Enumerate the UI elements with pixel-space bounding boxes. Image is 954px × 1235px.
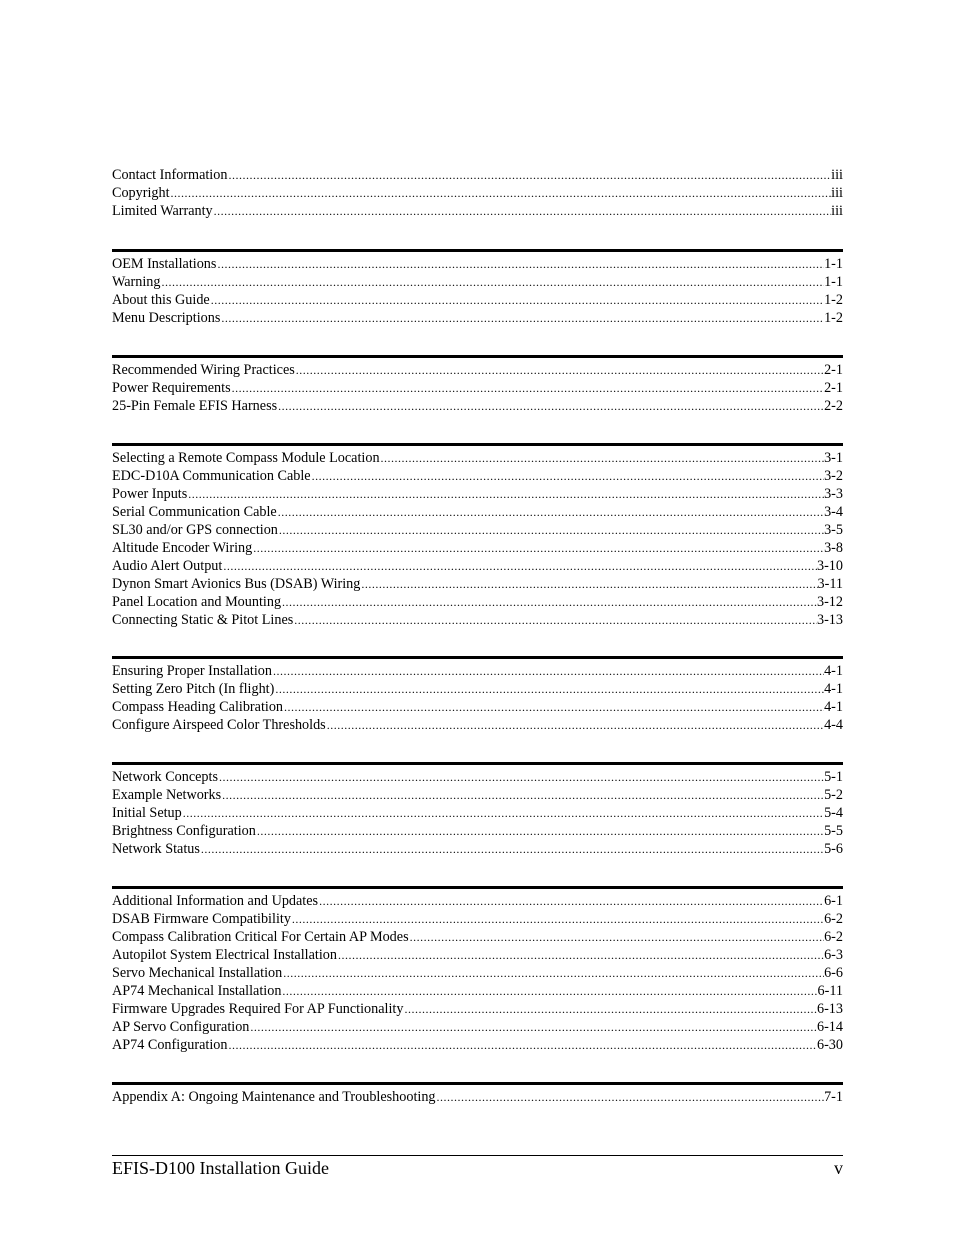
toc-entry[interactable] <box>112 716 843 734</box>
toc-entry[interactable] <box>112 786 843 804</box>
toc-entry[interactable] <box>112 946 843 964</box>
toc-entry-title[interactable]: Example Networks <box>112 787 222 803</box>
toc-entry-title[interactable]: Panel Location and Mounting <box>112 594 282 610</box>
dot-leader <box>210 291 824 309</box>
toc-entry-page[interactable]: 3-10 <box>816 558 843 574</box>
toc-entry-page[interactable]: 5-5 <box>824 823 843 839</box>
toc-entry-title[interactable]: Autopilot System Electrical Installation <box>112 947 337 963</box>
toc-entry[interactable] <box>112 485 843 503</box>
toc-group <box>112 355 843 415</box>
toc-entry-title[interactable]: Audio Alert Output <box>112 558 223 574</box>
toc-entry[interactable] <box>112 964 843 982</box>
toc-entry[interactable] <box>112 449 843 467</box>
toc-entry[interactable] <box>112 379 843 397</box>
section-rule <box>112 656 843 659</box>
footer-page-number: v <box>834 1158 843 1178</box>
toc-entry[interactable] <box>112 1018 843 1036</box>
toc-entry-page[interactable]: 4-1 <box>824 681 843 697</box>
dot-leader <box>360 575 817 593</box>
toc-entry-title[interactable]: Power Requirements <box>112 380 231 396</box>
toc-entry-title[interactable]: Compass Heading Calibration <box>112 699 284 715</box>
toc-entry[interactable] <box>112 309 843 327</box>
toc-entry-page[interactable]: 6-14 <box>816 1019 843 1035</box>
dot-leader <box>274 680 824 698</box>
dot-leader <box>277 397 824 415</box>
toc-entry[interactable] <box>112 255 843 273</box>
toc-entry[interactable] <box>112 361 843 379</box>
toc-entry-page[interactable]: 6-30 <box>816 1037 843 1053</box>
toc-entry-title[interactable]: Servo Mechanical Installation <box>112 965 283 981</box>
dot-leader <box>200 840 824 858</box>
dot-leader <box>281 593 817 611</box>
toc-entry-title[interactable]: Network Status <box>112 841 200 857</box>
toc-entry-title[interactable]: AP74 Mechanical Installation <box>112 983 282 999</box>
toc-entry-page[interactable]: iii <box>831 185 843 201</box>
toc-entry[interactable] <box>112 467 843 485</box>
toc-entry-page[interactable]: 6-2 <box>824 911 843 927</box>
toc-entry-title[interactable]: Ensuring Proper Installation <box>112 663 272 679</box>
toc-entry[interactable] <box>112 662 843 680</box>
toc-entry-page[interactable]: 5-1 <box>824 769 843 785</box>
toc-entry-title[interactable]: DSAB Firmware Compatibility <box>112 911 291 927</box>
dot-leader <box>222 557 817 575</box>
toc-entry-title[interactable]: Initial Setup <box>112 805 182 821</box>
toc-entry[interactable] <box>112 611 843 629</box>
toc-entry-page[interactable]: 6-6 <box>824 965 843 981</box>
toc-entry-title[interactable]: Recommended Wiring Practices <box>112 362 295 378</box>
toc-entry-title[interactable]: Copyright <box>112 185 170 201</box>
toc-entry[interactable] <box>112 557 843 575</box>
toc-entry[interactable] <box>112 768 843 786</box>
dot-leader <box>218 768 824 786</box>
toc-entry-page[interactable]: 2-1 <box>824 362 843 378</box>
toc-entry[interactable] <box>112 273 843 291</box>
dot-leader <box>252 539 824 557</box>
toc-entry-page[interactable]: 5-4 <box>824 805 843 821</box>
toc-entry-page[interactable]: 4-1 <box>824 663 843 679</box>
section-rule <box>112 1082 843 1085</box>
toc-entry-title[interactable]: Appendix A: Ongoing Maintenance and Troubleshooting <box>112 1089 436 1105</box>
toc-group <box>112 1082 843 1106</box>
toc-entry-title[interactable]: Setting Zero Pitch (In flight) <box>112 681 275 697</box>
toc-entry-title[interactable]: Serial Communication Cable <box>112 504 277 520</box>
toc-entry[interactable] <box>112 1000 843 1018</box>
toc-entry[interactable] <box>112 397 843 415</box>
toc-entry-page[interactable]: 6-3 <box>824 947 843 963</box>
toc-entry-title[interactable]: Connecting Static & Pitot Lines <box>112 612 294 628</box>
toc-entry-title[interactable]: Contact Information <box>112 167 228 183</box>
dot-leader <box>293 611 817 629</box>
toc-entry-title[interactable]: Configure Airspeed Color Thresholds <box>112 717 326 733</box>
toc-entry[interactable] <box>112 202 843 220</box>
toc-entry-title[interactable]: AP Servo Configuration <box>112 1019 250 1035</box>
dot-leader <box>281 982 817 1000</box>
dot-leader <box>337 946 824 964</box>
toc-entry-page[interactable]: 4-1 <box>824 699 843 715</box>
toc-entry[interactable] <box>112 910 843 928</box>
dot-leader <box>380 449 825 467</box>
toc-group <box>112 249 843 327</box>
toc-entry[interactable] <box>112 166 843 184</box>
toc-entry[interactable] <box>112 521 843 539</box>
dot-leader <box>295 361 824 379</box>
toc-group <box>112 443 843 629</box>
toc-entry[interactable] <box>112 593 843 611</box>
section-rule <box>112 355 843 358</box>
dot-leader <box>220 309 824 327</box>
toc-entry-page[interactable]: 6-2 <box>824 929 843 945</box>
dot-leader <box>436 1088 825 1106</box>
toc-group <box>112 886 843 1054</box>
dot-leader <box>161 273 825 291</box>
dot-leader <box>278 521 824 539</box>
toc-entry[interactable] <box>112 1036 843 1054</box>
toc-entry-title[interactable]: 25-Pin Female EFIS Harness <box>112 398 278 414</box>
toc-entry-title[interactable]: Brightness Configuration <box>112 823 256 839</box>
toc-entry[interactable] <box>112 1088 843 1106</box>
section-rule <box>112 443 843 446</box>
toc-entry-title[interactable]: Selecting a Remote Compass Module Location <box>112 450 380 466</box>
dot-leader <box>227 1036 817 1054</box>
toc-group <box>112 762 843 858</box>
toc-entry-page[interactable]: 2-1 <box>824 380 843 396</box>
dot-leader <box>249 1018 817 1036</box>
toc-entry-page[interactable]: 3-4 <box>824 504 843 520</box>
toc-entry-page[interactable]: 1-1 <box>824 274 843 290</box>
toc-entry[interactable] <box>112 698 843 716</box>
toc-entry-page[interactable]: 3-13 <box>816 612 843 628</box>
toc-entry-title[interactable]: AP74 Configuration <box>112 1037 228 1053</box>
dot-leader <box>170 184 832 202</box>
toc-entry-title[interactable]: Additional Information and Updates <box>112 893 319 909</box>
toc-entry[interactable] <box>112 680 843 698</box>
dot-leader <box>409 928 824 946</box>
toc-entry-page[interactable]: 3-12 <box>816 594 843 610</box>
toc-entry-page[interactable]: 1-1 <box>824 256 843 272</box>
toc-entry-page[interactable]: 3-1 <box>824 450 843 466</box>
toc-entry-page[interactable]: 3-3 <box>824 486 843 502</box>
dot-leader <box>272 662 824 680</box>
toc-entry-page[interactable]: 1-2 <box>824 292 843 308</box>
toc-entry-title[interactable]: Compass Calibration Critical For Certain AP Modes <box>112 929 409 945</box>
footer-title: EFIS-D100 Installation Guide <box>112 1158 329 1178</box>
dot-leader <box>231 379 824 397</box>
toc-entry-page[interactable]: 6-1 <box>824 893 843 909</box>
toc-entry[interactable] <box>112 982 843 1000</box>
toc-entry-title[interactable]: About this Guide <box>112 292 210 308</box>
toc-entry-page[interactable]: 3-11 <box>817 576 843 592</box>
toc-entry-page[interactable]: 5-6 <box>824 841 843 857</box>
toc-entry-page[interactable]: iii <box>831 167 843 183</box>
toc-entry-title[interactable]: Limited Warranty <box>112 203 213 219</box>
dot-leader <box>277 503 824 521</box>
toc-entry[interactable] <box>112 503 843 521</box>
dot-leader <box>318 892 824 910</box>
toc-entry-title[interactable]: OEM Installations <box>112 256 217 272</box>
dot-leader <box>221 786 824 804</box>
dot-leader <box>326 716 824 734</box>
toc-entry-page[interactable]: 5-2 <box>824 787 843 803</box>
toc-entry-title[interactable]: Power Inputs <box>112 486 188 502</box>
toc-entry-page[interactable]: 3-2 <box>824 468 843 484</box>
toc-entry-title[interactable]: Dynon Smart Avionics Bus (DSAB) Wiring <box>112 576 361 592</box>
toc-entry[interactable] <box>112 892 843 910</box>
toc-entry[interactable] <box>112 539 843 557</box>
toc-group <box>112 656 843 734</box>
toc-entry[interactable] <box>112 575 843 593</box>
toc-entry[interactable] <box>112 822 843 840</box>
dot-leader <box>187 485 824 503</box>
dot-leader <box>403 1000 817 1018</box>
dot-leader <box>256 822 824 840</box>
toc-entry-title[interactable]: EDC-D10A Communication Cable <box>112 468 311 484</box>
toc-entry-title[interactable]: Altitude Encoder Wiring <box>112 540 253 556</box>
toc-entry-title[interactable]: Warning <box>112 274 161 290</box>
toc-entry-page[interactable]: 6-11 <box>817 983 843 999</box>
toc-entry-title[interactable]: Firmware Upgrades Required For AP Functionality <box>112 1001 404 1017</box>
toc-entry-page[interactable]: 3-8 <box>824 540 843 556</box>
toc-entry-page[interactable]: 6-13 <box>816 1001 843 1017</box>
toc-entry[interactable] <box>112 291 843 309</box>
toc-entry-page[interactable]: 1-2 <box>824 310 843 326</box>
dot-leader <box>213 202 832 220</box>
toc-entry-page[interactable]: 4-4 <box>824 717 843 733</box>
toc-entry-title[interactable]: Network Concepts <box>112 769 218 785</box>
dot-leader <box>216 255 824 273</box>
section-rule <box>112 762 843 765</box>
toc-entry[interactable] <box>112 804 843 822</box>
dot-leader <box>291 910 824 928</box>
toc-entry-page[interactable]: iii <box>831 203 843 219</box>
section-rule <box>112 886 843 889</box>
page-footer <box>112 1155 843 1179</box>
toc-entry-title[interactable]: Menu Descriptions <box>112 310 221 326</box>
toc-group <box>112 166 843 220</box>
toc-entry[interactable] <box>112 840 843 858</box>
toc-entry-page[interactable]: 7-1 <box>824 1089 843 1105</box>
dot-leader <box>311 467 824 485</box>
toc-entry[interactable] <box>112 928 843 946</box>
dot-leader <box>283 698 824 716</box>
toc-entry[interactable] <box>112 184 843 202</box>
toc-entry-page[interactable]: 2-2 <box>824 398 843 414</box>
dot-leader <box>227 166 831 184</box>
toc-entry-title[interactable]: SL30 and/or GPS connection <box>112 522 278 538</box>
dot-leader <box>182 804 824 822</box>
dot-leader <box>282 964 824 982</box>
section-rule <box>112 249 843 252</box>
toc-entry-page[interactable]: 3-5 <box>824 522 843 538</box>
